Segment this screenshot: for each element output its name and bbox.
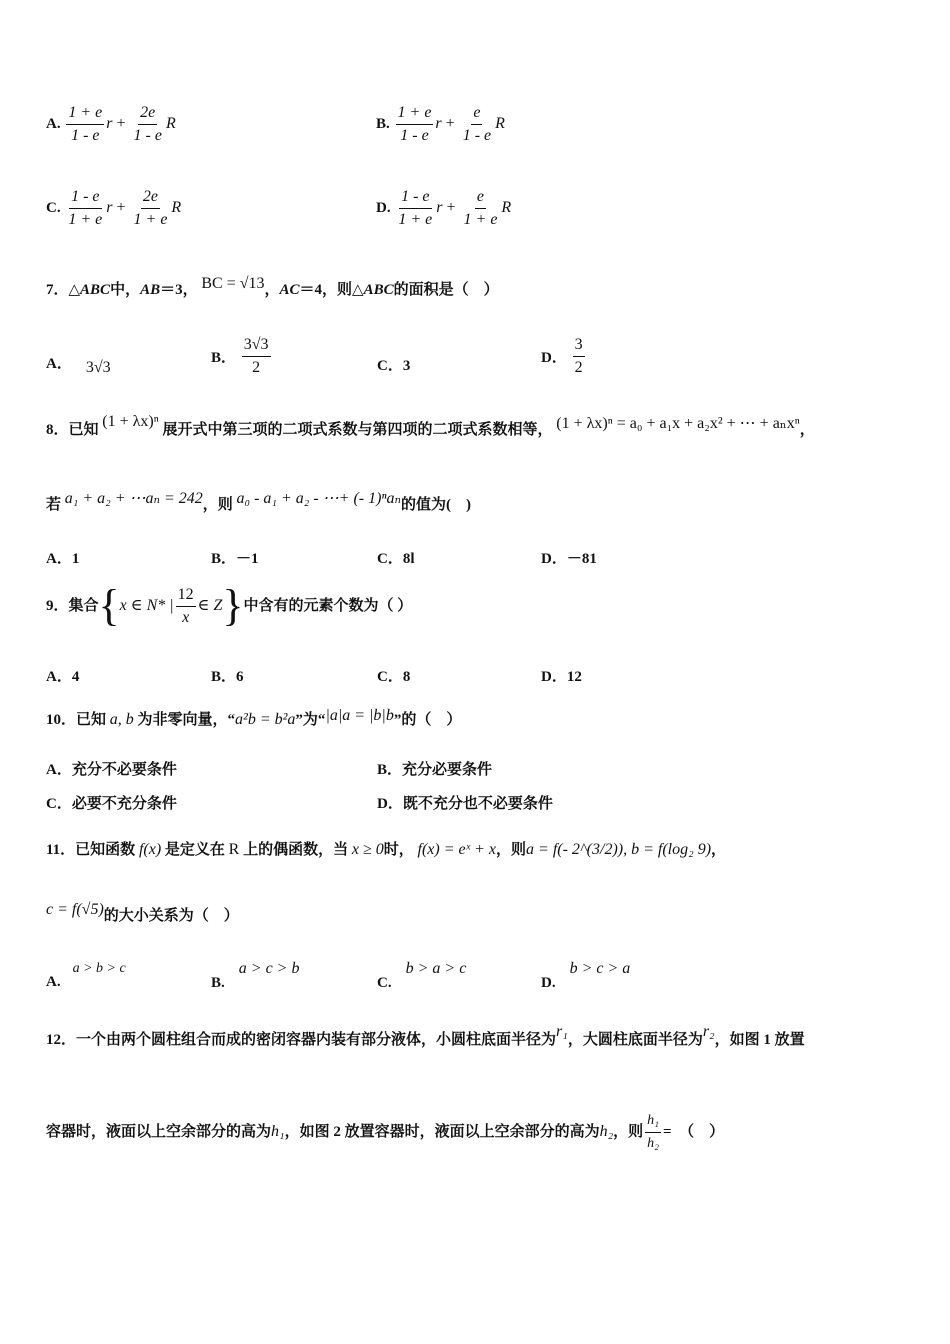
q7-option-d: D． $\frac{3}{2}$ <box>541 336 583 376</box>
q11-option-a: A.a > b > c <box>46 961 126 990</box>
q8-stem-line2: 若 a₁ + a₂ + ⋯aₙ = 242，则 a₀ - a₁ + a₂ - ⋯+ (- 1)ⁿaₙ的值为( ) <box>46 490 471 513</box>
q6-d-frac2: $\frac{e}{1 + e}$ <box>463 188 498 228</box>
q9-option-a: A．4 <box>46 669 80 685</box>
q11-option-b: B.a > c > b <box>211 960 300 991</box>
q10-option-d: D．既不充分也不必要条件 <box>377 796 553 812</box>
q10-option-c: C．必要不充分条件 <box>46 796 177 812</box>
q11-option-d: D.b > c > a <box>541 960 631 991</box>
q11-stem-line2: c = f(√5)的大小关系为（ ） <box>46 901 239 924</box>
q7-option-c: C．3 <box>377 358 411 374</box>
q6-option-d: D. $\frac{1 - e}{1 + e}$ r + $\frac{e}{1 + e}$ R <box>376 186 511 231</box>
q6-option-c: C. $\frac{1 - e}{1 + e}$ r + $\frac{2e}{1 + e}$ R <box>46 186 181 231</box>
q12-stem-line1: 12．一个由两个圆柱组合而成的密闭容器内装有部分液体，小圆柱底面半径为r₁，大圆柱底面半径为r₂，如图 1 放置 <box>46 1023 805 1048</box>
q12-stem-line2: 容器时，液面以上空余部分的高为 h₁ ，如图 2 放置容器时，液面以上空余部分的高为 h₂ ，则 $\frac{\text{h₁}}{\text{h₂}}$ = （ ） <box>46 1108 724 1156</box>
q7-stem: 7．△ABC中，AB＝3， BC = √13，AC＝4，则△ABC的面积是（ ） <box>46 275 499 298</box>
q8-option-a: A．1 <box>46 551 80 567</box>
q11-option-c: C.b > a > c <box>377 960 467 991</box>
q6-a-frac2: $\frac{2e}{1 - e}$ <box>133 104 162 144</box>
q8-option-d: D．－81 <box>541 551 597 567</box>
q7-option-a: A． 3√3 <box>46 356 111 376</box>
q6-b-frac1: $\frac{1 + e}{1 - e}$ <box>397 104 432 144</box>
q7-bc-expr: BC = √13 <box>201 275 265 292</box>
q8-stem-line1: 8．已知 (1 + λx)ⁿ 展开式中第三项的二项式系数与第四项的二项式系数相等， (1 + λx)ⁿ = a₀ + a₁x + a₂x² + ⋯ + aₙxⁿ， <box>46 413 815 438</box>
q11-stem-line1: 11．已知函数 f(x) 是定义在 R 上的偶函数，当 x ≥ 0时， f(x) = eˣ + x，则a = f(- 2^(3/2)), b = f(log₂ 9)， <box>46 841 727 858</box>
q9-stem: 9．集合 { x ∈ N* | $\frac{12}{x}$ ∈ Z } 中含有的元素个数为（ ） <box>46 581 413 630</box>
q10-option-a: A．充分不必要条件 <box>46 762 177 778</box>
q8-option-b: B．－1 <box>211 551 259 567</box>
q7-option-b: B． $\frac{3√3}{2}$ <box>211 336 269 376</box>
q6-b-frac2: $\frac{e}{1 - e}$ <box>462 104 492 144</box>
q9-option-d: D．12 <box>541 669 582 685</box>
q6-option-b: B. $\frac{1 + e}{1 - e}$ r + $\frac{e}{1 - e}$ R <box>376 102 505 147</box>
q6-a-frac1: $\frac{1 + e}{1 - e}$ <box>68 104 103 144</box>
q6-c-frac2: $\frac{2e}{1 + e}$ <box>133 188 168 228</box>
q6-option-a: A. $\frac{1 + e}{1 - e}$ r + $\frac{2e}{1 - e}$ R <box>46 102 176 147</box>
q9-option-b: B．6 <box>211 669 244 685</box>
q6-option-a-label: A. <box>46 116 61 132</box>
q12-ratio: $\frac{\text{h₁}}{\text{h₂}}$ <box>645 1110 661 1155</box>
q6-c-frac1: $\frac{1 - e}{1 + e}$ <box>68 188 103 228</box>
q8-option-c: C．8l <box>377 551 415 567</box>
q9-option-c: C．8 <box>377 669 411 685</box>
q10-option-b: B．充分必要条件 <box>377 762 493 778</box>
q10-stem: 10．已知 a, b 为非零向量，“a²b = b²a”为“|a|a = |b|b”的（ ） <box>46 707 462 728</box>
q6-d-frac1: $\frac{1 - e}{1 + e}$ <box>398 188 433 228</box>
